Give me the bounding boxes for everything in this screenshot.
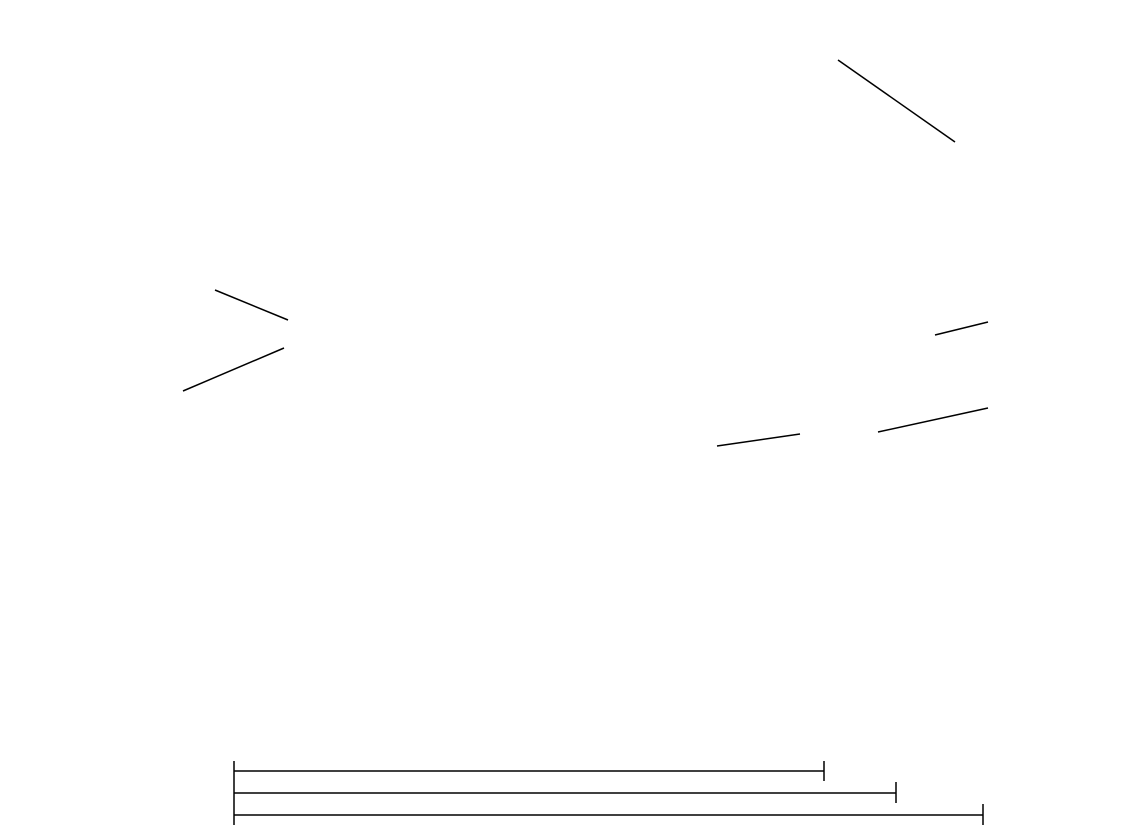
leader-courbe-c-right — [935, 322, 988, 335]
timeline — [234, 761, 983, 825]
leader-courbe-a — [717, 434, 800, 446]
leader-courbe-b — [878, 408, 988, 432]
leader-rattrapage — [838, 60, 955, 142]
leader-courbes-a-b — [215, 290, 288, 320]
leader-courbe-c-left — [183, 348, 284, 391]
annotations — [183, 60, 988, 446]
